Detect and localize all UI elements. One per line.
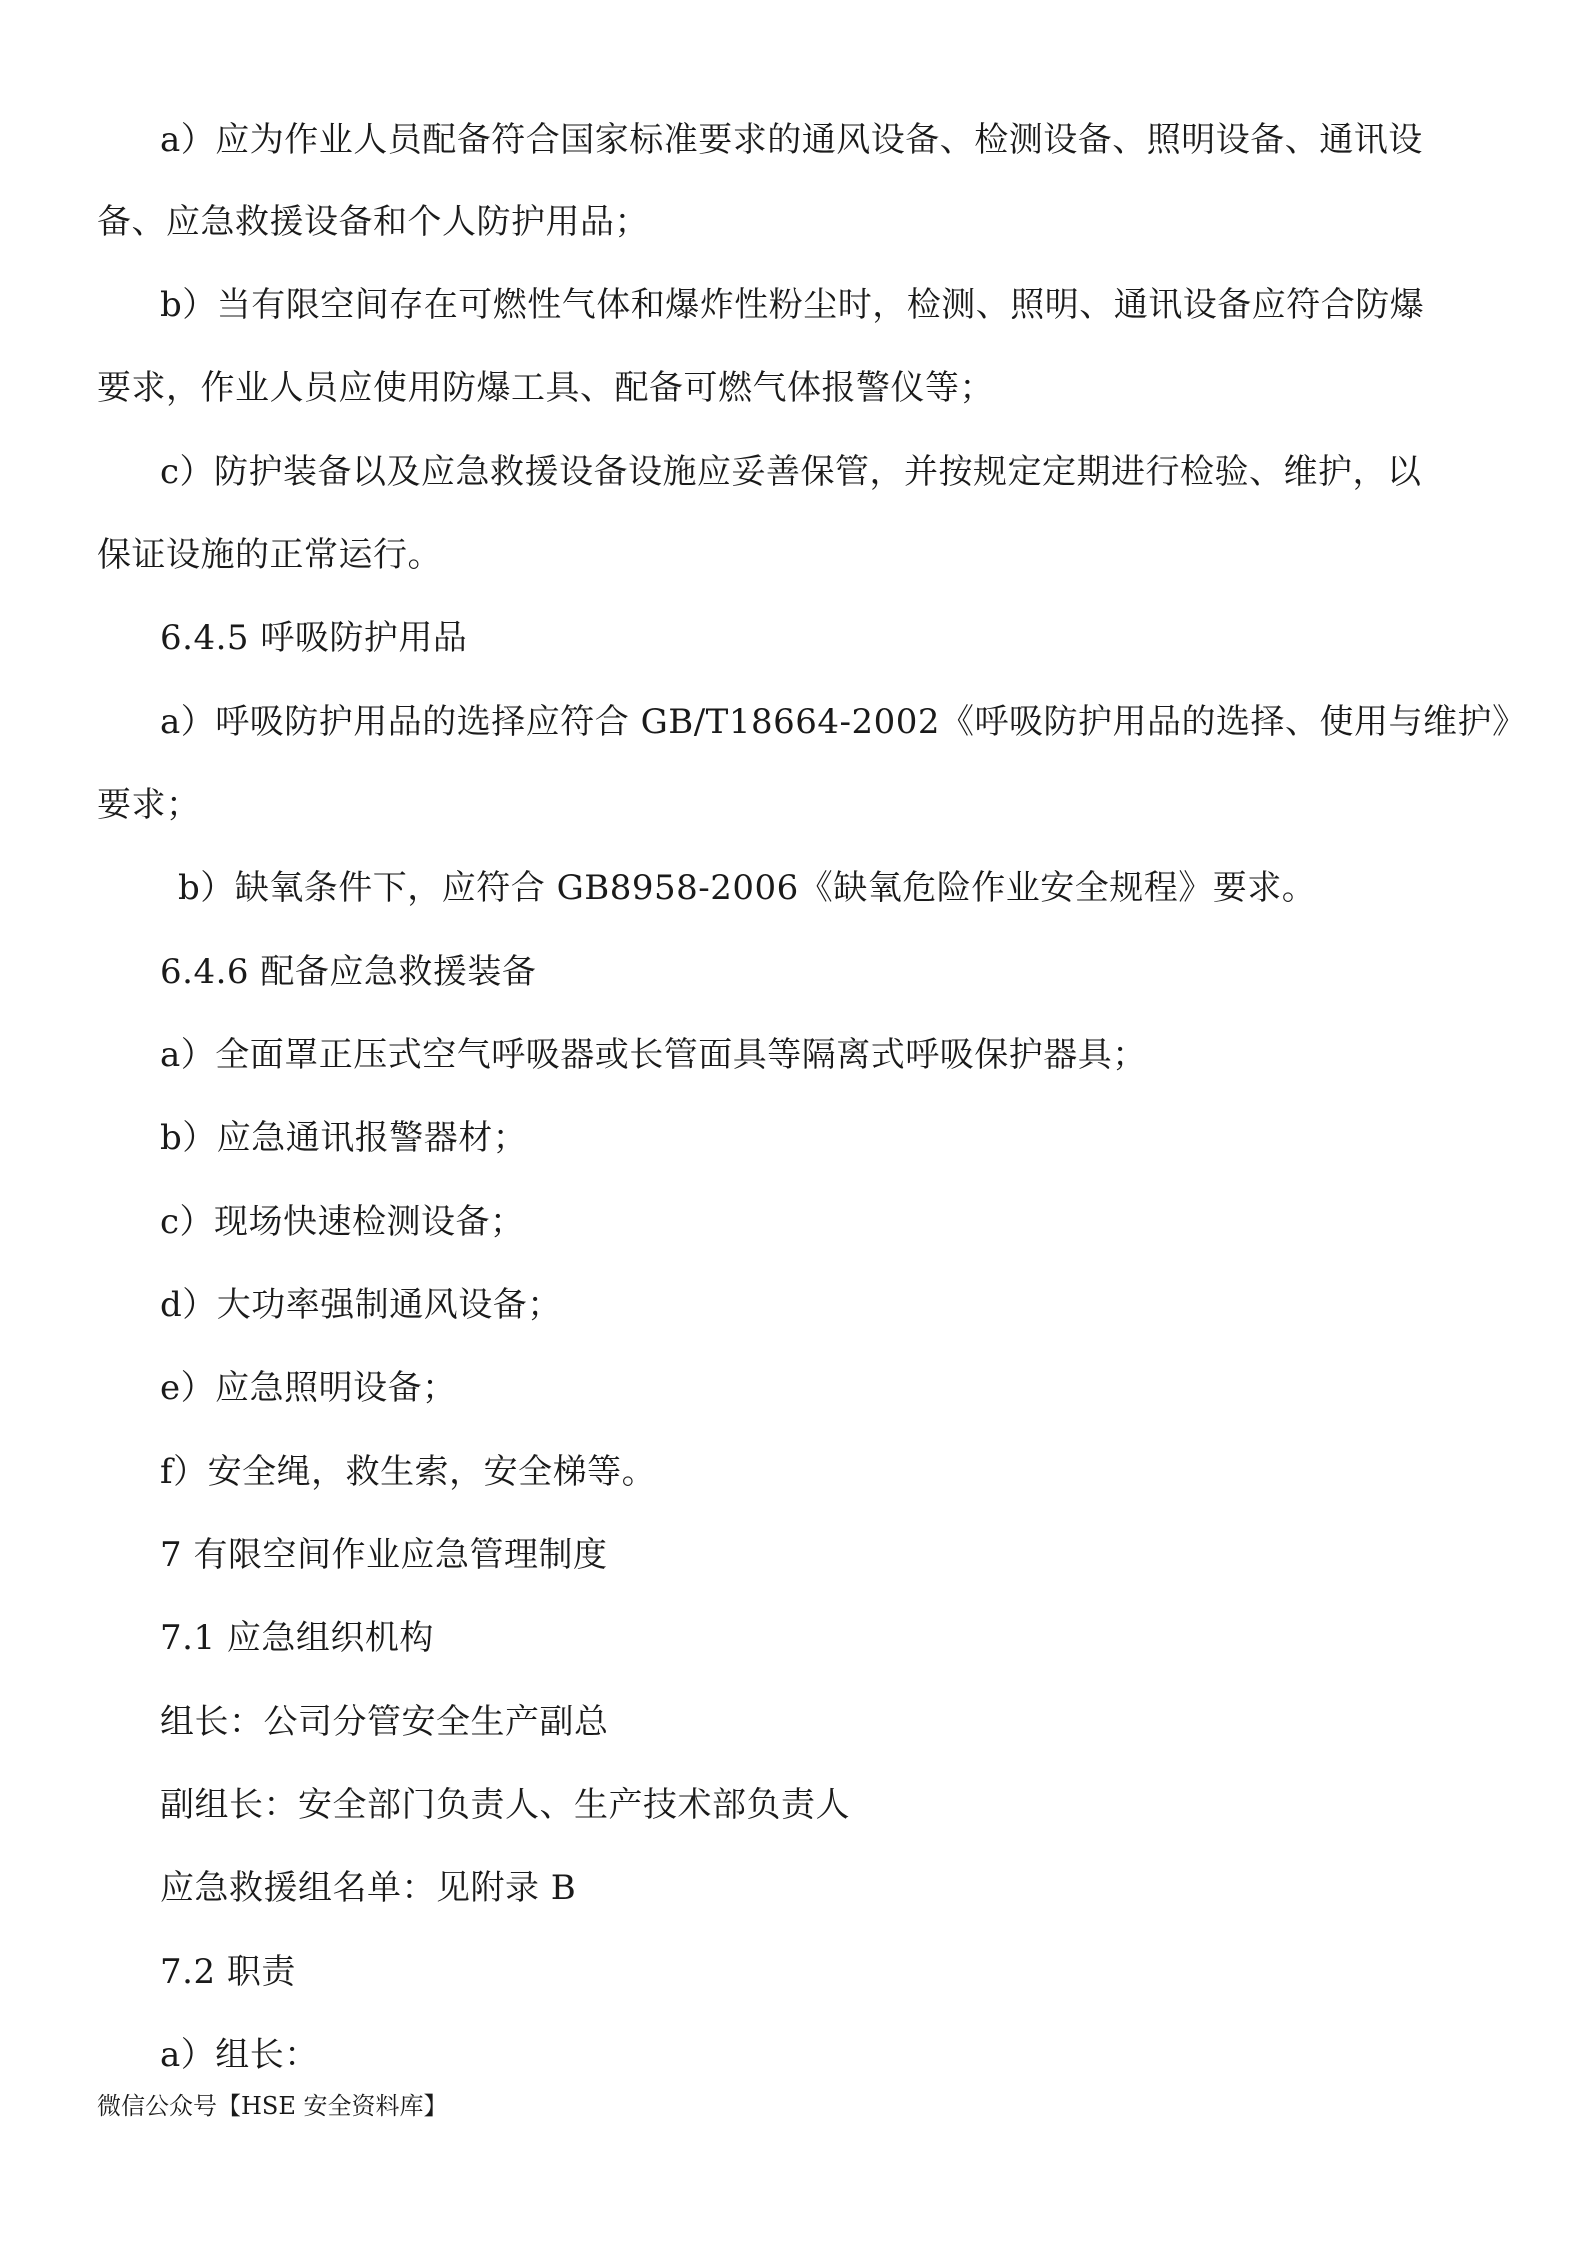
section-heading-7: 7 有限空间作业应急管理制度 (160, 1535, 608, 1575)
equipment-item: f）安全绳，救生索，安全梯等。 (160, 1452, 657, 1492)
respiratory-a-line2: 要求； (97, 785, 201, 825)
org-deputy-leader: 副组长：安全部门负责人、生产技术部负责人 (160, 1785, 850, 1825)
section-heading-7-2: 7.2 职责 (160, 1952, 296, 1992)
section-heading-6-4-6: 6.4.6 配备应急救援装备 (160, 952, 537, 992)
equipment-item: c）现场快速检测设备； (160, 1202, 525, 1242)
org-rescue-list: 应急救援组名单：见附录 B (160, 1868, 577, 1908)
footer-watermark-text: 微信公众号【HSE 安全资料库】 (97, 2092, 448, 2120)
section-heading-6-4-5: 6.4.5 呼吸防护用品 (160, 618, 468, 658)
paragraph-c-line1: c）防护装备以及应急救援设备设施应妥善保管，并按规定定期进行检验、维护，以 (160, 452, 1422, 492)
equipment-item: e）应急照明设备； (160, 1368, 457, 1408)
equipment-item: b）应急通讯报警器材； (160, 1118, 528, 1158)
paragraph-b-line1: b）当有限空间存在可燃性气体和爆炸性粉尘时，检测、照明、通讯设备应符合防爆 (160, 285, 1425, 325)
org-leader: 组长：公司分管安全生产副总 (160, 1702, 609, 1742)
paragraph-a-line1: a）应为作业人员配备符合国家标准要求的通风设备、检测设备、照明设备、通讯设 (160, 120, 1423, 160)
paragraph-b-line2: 要求，作业人员应使用防爆工具、配备可燃气体报警仪等； (97, 368, 994, 408)
paragraph-a-line2: 备、应急救援设备和个人防护用品； (97, 202, 649, 242)
duty-leader: a）组长： (160, 2035, 319, 2075)
respiratory-b: b）缺氧条件下，应符合 GB8958-2006《缺氧危险作业安全规程》要求。 (178, 868, 1317, 908)
equipment-item: d）大功率强制通风设备； (160, 1285, 562, 1325)
paragraph-c-line2: 保证设施的正常运行。 (97, 535, 442, 575)
respiratory-a-line1: a）呼吸防护用品的选择应符合 GB/T18664-2002《呼吸防护用品的选择、使用与维护》 (160, 702, 1527, 742)
equipment-item: a）全面罩正压式空气呼吸器或长管面具等隔离式呼吸保护器具； (160, 1035, 1147, 1075)
section-heading-7-1: 7.1 应急组织机构 (160, 1618, 434, 1658)
